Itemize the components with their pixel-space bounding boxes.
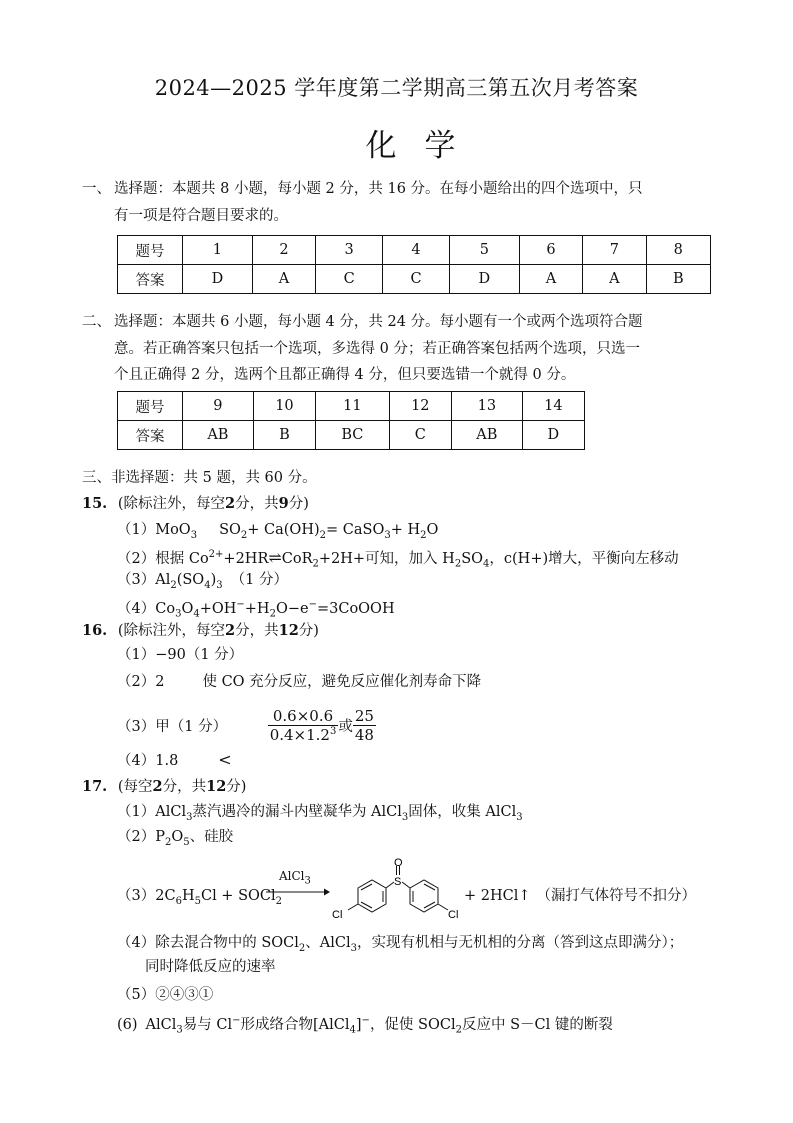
fraction-denominator [268,726,339,744]
q16-answer-3 [117,707,376,744]
score-value: 9 [278,495,289,512]
subscript: 3 [216,579,223,591]
answer-text: 或 [338,719,353,735]
row-head-answer: 答案 [118,265,183,294]
answer-text: ，c(H+)增大，平衡向左移动 [489,550,679,567]
subscript: 2 [240,529,248,541]
answer-text: Al [155,572,171,588]
question-number: 7 [583,236,646,265]
denominator-text: 0.4×1.2 [269,726,330,744]
row-head-question: 题号 [118,236,183,265]
answer-text: +OH [199,600,237,617]
fraction-numerator: 0.6×0.6 [268,707,339,726]
answer-cell: D [449,265,519,294]
question-number: 4 [383,236,450,265]
answer-text: O [181,600,194,617]
question-number: 9 [183,392,254,421]
subscript: 4 [483,558,490,570]
answer-cell: AB [183,421,254,450]
subscript: 4 [204,579,211,591]
answer-text: +2H+可知，加入 H [318,550,455,567]
q15-answer-3 [117,570,288,596]
item-index: （2） [117,550,156,567]
superscript: − [236,599,245,610]
answer-cell: C [389,421,451,450]
subscript: 2 [275,895,282,907]
section2-label: 二、 [82,314,111,330]
answer-text: ②④③① [155,987,214,1003]
q17-answer-4-cont: 同时降低反应的速率 [145,959,276,975]
answer-text: SO [219,522,241,538]
table-row [118,421,585,450]
subscript: 3 [516,811,523,823]
item-index: （1） [117,647,156,663]
question-number: 11 [316,392,390,421]
answer-cell: A [583,265,646,294]
benzene-ring-right [410,880,438,912]
q17-answer-3-products [464,886,696,906]
question-number: 14 [522,392,584,421]
section2-text-line2: 意。若正确答案只包括一个选项，多选得 0 分；若正确答案包括两个选项，只选一 [114,340,640,357]
subscript: 5 [183,836,190,848]
score-note: (除标注外，每空 [117,496,226,512]
question-number: 17. [82,778,108,795]
q17-heading [82,775,246,796]
answer-text: =3CoOOH [316,600,395,617]
answer-text: 2 [155,674,165,690]
row-head-answer: 答案 [118,421,183,450]
answer-text: 、硅胶 [189,829,234,845]
subscript: 4 [193,608,200,620]
q16-answer-2 [117,672,481,692]
item-index: （2） [117,674,156,690]
answer-text: AlCl [145,1016,177,1033]
question-number: 5 [449,236,519,265]
answer-text: Cl + SOCl [200,888,276,904]
subscript: 5 [194,895,201,907]
answer-text: 形成络合物[AlCl [240,1016,350,1033]
answer-text: SO [461,550,484,567]
subscript: 3 [401,811,409,823]
q17-answer-6 [117,1011,613,1041]
answer-note: （漏打气体符号不扣分） [536,888,697,904]
page-title: 2024—2025 学年度第二学期高三第五次月考答案 [154,76,639,100]
q16-heading [82,619,319,640]
chlorine-atom-right: Cl [448,909,459,921]
superscript: 2+ [208,549,224,560]
answer-cell: C [383,265,450,294]
less-than-symbol: < [218,750,232,769]
subscript: 3 [350,942,357,954]
subscript: 3 [175,608,182,620]
catalyst-label [279,869,311,886]
subscript: 3 [190,529,198,541]
answer-cell: BC [316,421,390,450]
answer-cell: D [183,265,253,294]
question-number: 10 [253,392,315,421]
fraction-numerator: 25 [354,707,374,725]
score-value: 12 [206,778,227,795]
subscript: 2 [319,529,327,541]
subscript: 4 [349,1024,356,1036]
subscript: 6 [175,895,182,907]
item-index: （2） [117,829,156,845]
answer-text: ，实现有机相与无机相的分离（答到这点即满分）； [357,935,684,951]
subscript: 2 [165,836,172,848]
question-number: 12 [389,392,451,421]
answer-cell: A [519,265,582,294]
q17-answer-2 [117,827,233,853]
score-note: 分，共 [162,779,207,795]
score-note: (除标注外，每空 [117,623,226,639]
answer-text: 使 CO 充分反应，避免反应催化剂寿命下降 [202,674,482,690]
superscript: − [361,1015,370,1026]
section2-text-line3: 个且正确得 2 分，选两个且都正确得 4 分，但只要选错一个就得 0 分。 [114,367,576,383]
answer-text: 2C [155,888,176,904]
answer-text: 甲（1 分） [155,719,228,735]
q15-heading [82,492,309,513]
c-cl-bond [438,904,448,910]
section2-instructions [82,309,722,389]
q16-answer-1 [117,645,243,665]
score-value: 2 [152,778,163,795]
answer-text: 根据 Co [155,550,209,567]
score-value: 2 [225,622,236,639]
question-number: 6 [519,236,582,265]
subscript: 2 [170,579,177,591]
c-cl-bond [348,904,358,910]
table-row [118,265,711,294]
section1-text-line2: 有一项是符合题目要求的。 [114,207,288,224]
chlorine-atom-left: Cl [332,909,343,921]
q17-answer-5 [117,985,213,1005]
answer-cell: AB [451,421,522,450]
item-index: （3） [117,888,156,904]
section1-label: 一、 [82,181,111,197]
benzene-ring-left [358,880,386,912]
subscript: 2 [454,558,462,570]
section2-answer-table [117,391,585,450]
score-value: 12 [278,622,299,639]
answer-text: 除去混合物中的 SOCl [155,935,299,951]
answer-cell: C [316,265,383,294]
subscript: 3 [176,1024,183,1036]
q15-answer-1 [117,520,438,546]
sulfur-atom: S [394,876,402,888]
answer-text: 蒸汽遇冷的漏斗内壁凝华为 AlCl [192,804,402,820]
score-value: 2 [225,495,236,512]
simplified-fraction [353,707,376,744]
question-number: 13 [451,392,522,421]
reaction-arrow-icon [266,886,330,898]
answer-cell: B [253,421,315,450]
subscript: 3 [384,529,391,541]
table-row [118,236,711,265]
q17-answer-3-reactants [117,886,282,912]
answer-text: MoO [155,522,191,538]
score-note: 分，共 [235,623,279,639]
q17-answer-1 [117,802,523,828]
subscript: 2 [455,1024,462,1036]
catalyst-text: AlCl [279,869,305,883]
item-index: （4） [117,600,156,617]
answer-text: −90（1 分） [155,647,244,663]
equilibrium-arrow-icon: ⇌ [268,547,282,567]
answer-text: O−e [275,600,309,617]
c-s-bond [386,882,394,888]
subscript: 3 [304,875,311,887]
answer-text: 易与 Cl [182,1016,233,1033]
answer-text: 反应中 S－Cl 键的断裂 [461,1016,613,1033]
answer-text: O [426,522,439,538]
subscript: 2 [298,942,306,954]
answer-text: P [155,829,165,845]
answer-text: ) [210,572,217,588]
gas-arrow-icon: ↑ [518,888,531,904]
section1-instructions [82,176,722,229]
question-number: 16. [82,622,108,639]
score-note: 分) [288,496,309,512]
answer-text: CoR [281,550,313,567]
superscript: − [232,1015,241,1026]
answer-cell: B [646,265,710,294]
section1-text-line1: 选择题：本题共 8 小题，每小题 2 分，共 16 分。在每小题给出的四个选项中，只 [114,181,643,197]
equilibrium-constant-fraction [268,707,339,744]
question-number: 1 [183,236,253,265]
answer-text: H [181,888,195,904]
subscript: 2 [269,608,276,620]
answer-cell: A [252,265,315,294]
question-number: 8 [646,236,710,265]
item-index: （1） [117,804,156,820]
answer-text: = CaSO [326,522,385,538]
answer-text: + 2HCl [464,888,519,904]
score-note: 分，共 [235,496,279,512]
answer-text: AlCl [155,804,187,820]
answer-text: ] [355,1016,362,1033]
question-number: 15. [82,495,108,512]
answer-text: Co [155,600,176,617]
row-head-question: 题号 [118,392,183,421]
q17-answer-4 [117,933,683,959]
answer-text: + H [390,522,421,538]
item-index: （3） [117,572,156,588]
score-note: 分) [226,779,247,795]
section1-answer-table [117,235,711,294]
answer-text: 、AlCl [305,935,351,951]
score-note: (每空 [117,779,153,795]
answer-text: +H [244,600,270,617]
item-index: （4） [117,753,156,769]
question-number: 3 [316,236,383,265]
answer-text: +2HR [223,550,269,567]
section3-heading: 三、非选择题：共 5 题，共 60 分。 [82,470,317,486]
question-number: 2 [252,236,315,265]
answer-text: ，促使 SOCl [369,1016,456,1033]
section2-text-line1: 选择题：本题共 6 小题，每小题 4 分，共 24 分。每小题有一个或两个选项符合题 [114,314,643,330]
answer-text: 固体，收集 AlCl [408,804,517,820]
subject-heading: 化学 [365,128,484,164]
subscript: 2 [312,558,319,570]
answer-text: (SO [176,572,205,588]
superscript: − [308,599,317,610]
oxygen-atom: O [394,858,403,869]
fraction-denominator: 48 [354,726,374,744]
answer-text: 1.8 [155,753,179,769]
sulfoxide-structure [328,858,478,924]
table-row [118,392,585,421]
answer-text: （1 分） [230,572,288,588]
item-index: （1） [117,522,156,538]
item-index: (6) [117,1016,138,1033]
answer-text: + Ca(OH) [247,522,320,538]
answer-text: O [171,829,184,845]
superscript: 3 [329,726,337,737]
answer-cell: D [522,421,584,450]
item-index: （3） [117,719,156,735]
c-s-bond [402,882,410,888]
item-index: （4） [117,935,156,951]
item-index: （5） [117,987,156,1003]
score-note: 分) [298,623,319,639]
subscript: 3 [186,811,193,823]
q16-answer-4 [117,750,232,771]
subscript: 2 [420,529,427,541]
